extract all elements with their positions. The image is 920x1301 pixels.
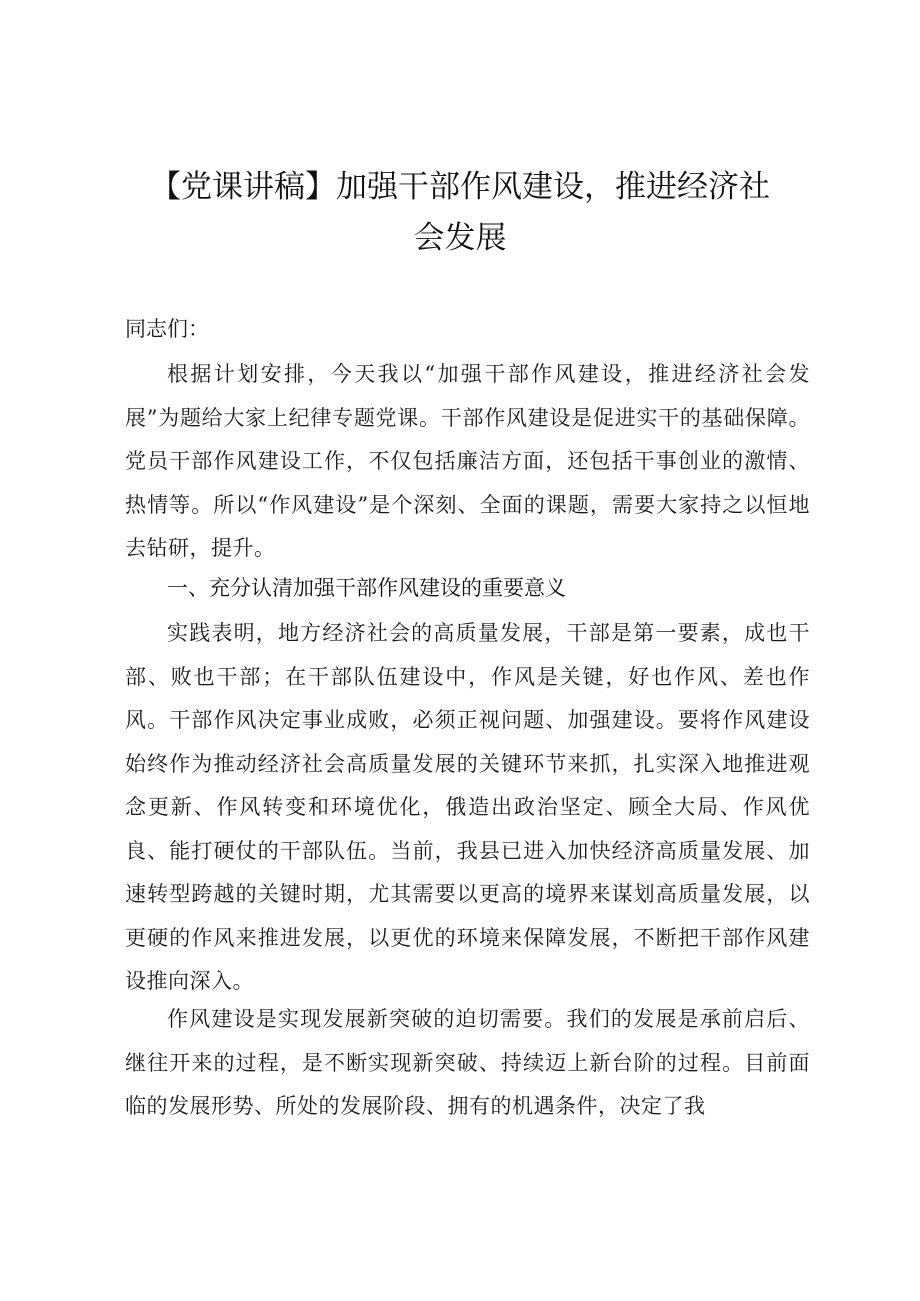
document-title [110, 162, 810, 264]
salutation: 同志们： [125, 317, 209, 341]
paragraph-urgent-need: 作风建设是实现发展新突破的迫切需要。我们的发展是承前启后、继往开来的过程，是不断实现新突破、持续迈上新台阶的过程。目前面临的发展形势、所处的发展阶段、拥有的机遇条件，决定了我 [125, 1007, 810, 1118]
title-line-1: 【党课讲稿】加强干部作风建设，推进经济社 [150, 169, 770, 205]
section-heading-1: 一、充分认清加强干部作风建设的重要意义 [167, 576, 566, 600]
paragraph-practice: 实践表明，地方经济社会的高质量发展，干部是第一要素，成也干部、败也干部；在干部队伍建设中，作风是关键，好也作风、差也作风。干部作风决定事业成败，必须正视问题、加强建设。要将作风建设始终作为推动经济社会高质量发展的关键环节来抓，扎实深入地推进观念更新、作风转变和环境优化，俄造出政治坚定、顾全大局、作风优良、能打硬仗的干部队伍。当前，我县已进入加快经济高质量发展、加速转型跨越的关键时期，尤其需要以更高的境界来谋划高质量发展，以更硬的作风来推进发展，以更优的环境来保障发展，不断把干部作风建设推向深入。 [125, 621, 810, 993]
title-line-2: 会发展 [413, 220, 507, 256]
paragraph-intro: 根据计划安排，今天我以“加强干部作风建设，推进经济社会发展”为题给大家上纪律专题党课。干部作风建设是促进实干的基础保障。党员干部作风建设工作，不仅包括廉洁方面，还包括干事创业的激情、热情等。所以“作风建设”是个深刻、全面的课题，需要大家持之以恒地去钻研，提升。 [125, 362, 810, 560]
